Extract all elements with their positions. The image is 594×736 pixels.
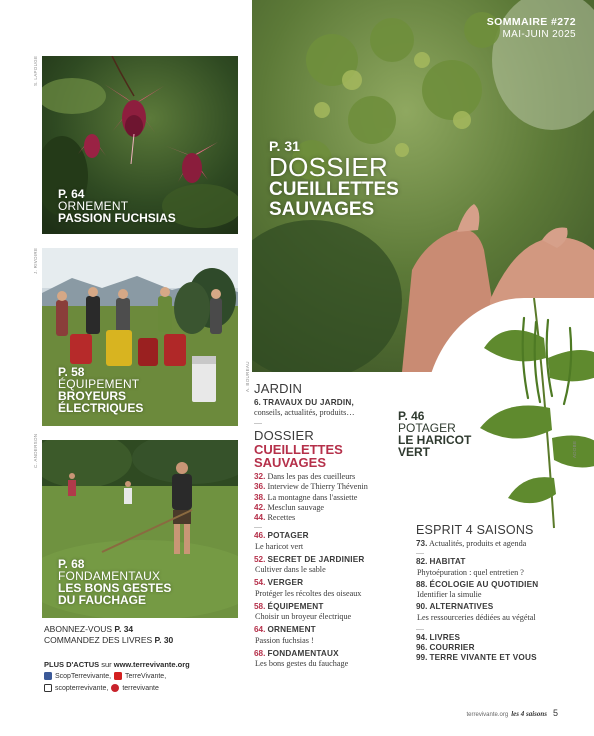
toc-entry-num: 46. [254, 531, 266, 541]
toc-entry[interactable] [254, 555, 368, 565]
toc-dossier-heading: DOSSIER [254, 428, 314, 443]
caption-rubric: ORNEMENT [58, 199, 129, 213]
order-books-line[interactable] [44, 635, 173, 646]
caption-title-line2: VERT [398, 445, 431, 459]
toc-entry-text: Recettes [267, 513, 296, 522]
caption-rubric: POTAGER [398, 421, 456, 435]
caption-fuchsias [58, 188, 176, 224]
footer-site: terrevivante.org [466, 712, 509, 718]
toc-entry-num: 82. [416, 557, 428, 567]
toc-entry-num: 36. [254, 482, 266, 492]
toc-entry-label: VERGER [267, 578, 304, 588]
photo-credit-fauchage: C. ANDERSON [33, 433, 38, 468]
toc-entry-label: SECRET DE JARDINIER [267, 554, 365, 564]
toc-entry[interactable] [254, 649, 368, 659]
toc-entry-num: 90. [416, 602, 428, 612]
pinterest-handle[interactable]: terrevivante [122, 684, 159, 692]
toc-entry-text: La montagne dans l'assiette [267, 492, 358, 502]
toc-entry-num: 6. [254, 398, 261, 407]
toc-entry-text: Dans les pas des cueilleurs [267, 472, 356, 481]
toc-jardin-heading: JARDIN [254, 381, 303, 396]
plus-actus [44, 660, 190, 669]
toc-dossier-title-2: SAUVAGES [254, 455, 326, 470]
subscribe-block [44, 624, 173, 645]
toc-entry-label: ÉCOLOGIE AU QUOTIDIEN [429, 579, 539, 589]
toc-esprit [416, 523, 538, 664]
toc-entry-label: POTAGER [267, 531, 309, 541]
toc-entry-desc: Passion fuchsias ! [255, 635, 314, 645]
order-books-label: COMMANDEZ DES LIVRES [44, 634, 153, 645]
facebook-icon[interactable] [44, 672, 52, 680]
toc-entry-num: 73. [416, 539, 428, 548]
caption-title-line1: CUEILLETTES [269, 179, 399, 200]
toc-entry[interactable] [254, 398, 355, 408]
caption-page: P. 46 [398, 409, 425, 423]
caption-page: P. 68 [58, 557, 85, 571]
subscribe-label: ABONNEZ-VOUS [44, 624, 113, 634]
subscribe-page: P. 34 [114, 624, 134, 634]
toc-entry-label: TERRE VIVANTE ET VOUS [429, 653, 537, 663]
caption-fauchage [58, 558, 171, 606]
caption-page: P. 31 [269, 138, 300, 154]
youtube-handle[interactable]: TerreVivante, [125, 672, 167, 680]
toc-entry-label: TRAVAUX DU JARDIN, [262, 398, 354, 407]
toc-jardin [254, 381, 355, 427]
caption-title: PASSION FUCHSIAS [58, 211, 176, 225]
toc-entry-label: LIVRES [429, 632, 461, 642]
toc-entry-num: 58. [254, 601, 266, 611]
toc-separator [254, 527, 262, 528]
page-footer [467, 708, 559, 718]
issue-number: SOMMAIRE #272 [486, 16, 576, 28]
toc-entry-num: 42. [254, 502, 266, 512]
caption-rubric: ÉQUIPEMENT [58, 377, 140, 391]
caption-broyeurs [58, 366, 143, 414]
toc-entry[interactable] [254, 625, 368, 635]
social-row-1 [44, 672, 166, 680]
toc-entry-text: Interview de Thierry Thévenin [267, 482, 368, 492]
toc-entry-desc: Phytoépuration : quel entretien ? [417, 567, 524, 577]
toc-entry-label: HABITAT [429, 557, 466, 567]
toc-esprit-last [416, 633, 538, 664]
caption-title-line2: DU FAUCHAGE [58, 593, 147, 607]
toc-entry-num: 32. [254, 472, 266, 481]
caption-dossier [269, 138, 399, 220]
toc-entry-num: 64. [254, 625, 266, 635]
caption-title-line2: SAUVAGES [269, 198, 375, 220]
toc-entry[interactable] [254, 472, 368, 482]
toc-entry[interactable] [254, 503, 368, 513]
photo-credit-haricot: ADOBE [572, 440, 577, 458]
toc-spacer [416, 623, 538, 625]
toc-dossier-title-1: CUEILLETTES [254, 442, 343, 457]
toc-entry-label: ALTERNATIVES [429, 602, 494, 612]
plus-actus-label: PLUS D'ACTUS [44, 660, 100, 669]
toc-entry-num: 52. [254, 554, 266, 564]
toc-entry-num: 44. [254, 513, 266, 522]
toc-separator [254, 423, 262, 424]
toc-entry-num: 38. [254, 492, 266, 502]
toc-esprit-heading: ESPRIT 4 SAISONS [416, 523, 534, 537]
caption-title-line1: BROYEURS [58, 389, 127, 403]
toc-entry-text: Actualités, produits et agenda [429, 539, 527, 548]
toc-entry-num: 88. [416, 579, 428, 589]
toc-entry[interactable] [416, 643, 538, 653]
instagram-icon[interactable] [44, 684, 52, 692]
toc-entry[interactable] [416, 580, 538, 590]
toc-entry-label: COURRIER [429, 643, 475, 652]
toc-entry-desc: Le haricot vert [255, 541, 304, 551]
toc-entry[interactable] [254, 531, 368, 541]
toc-entry-num: 54. [254, 578, 266, 588]
toc-entry[interactable] [254, 578, 368, 588]
toc-entry[interactable] [254, 602, 368, 612]
toc-entry-desc: Les bons gestes du fauchage [255, 659, 349, 668]
toc-entry-label: FONDAMENTAUX [267, 648, 339, 658]
subscribe-line[interactable] [44, 624, 173, 635]
toc-entry[interactable] [254, 513, 368, 523]
plus-actus-sur: sur [101, 660, 112, 669]
toc-dossier [254, 428, 368, 669]
caption-title-line1: LES BONS GESTES [58, 581, 172, 595]
toc-entry-label: ORNEMENT [267, 625, 316, 635]
toc-entry[interactable] [254, 482, 368, 492]
toc-entry-text: Mesclun sauvage [267, 502, 325, 512]
photo-credit-fuchsias: S. LAPOUGE [33, 55, 38, 86]
social-row-2 [44, 684, 159, 692]
caption-rubric: FONDAMENTAUX [58, 569, 161, 583]
toc-entry-desc: conseils, actualités, produits… [254, 408, 355, 418]
toc-entry-num: 96. [416, 643, 428, 652]
toc-entry[interactable] [416, 653, 538, 663]
caption-page: P. 64 [58, 187, 85, 201]
caption-title-line2: ÉLECTRIQUES [58, 401, 144, 415]
order-books-page: P. 30 [154, 634, 174, 645]
toc-esprit-list [416, 557, 538, 625]
toc-entry[interactable] [254, 493, 368, 503]
toc-entry[interactable] [416, 633, 538, 643]
footer-magazine: les 4 saisons [511, 710, 547, 718]
toc-separator [416, 553, 424, 554]
toc-entry-desc: Protéger les récoltes des oiseaux [255, 588, 362, 598]
toc-entry[interactable] [416, 602, 538, 612]
toc-entry-num: 68. [254, 648, 266, 658]
facebook-handle[interactable]: ScopTerrevivante, [55, 672, 112, 680]
youtube-icon[interactable] [114, 672, 122, 680]
caption-rubric: DOSSIER [269, 152, 389, 182]
toc-rubriques-list [254, 531, 368, 669]
page-number: 5 [552, 708, 558, 718]
toc-entry-label: ÉQUIPEMENT [267, 601, 324, 611]
toc-entry-desc: Identifier la simulie [417, 590, 482, 599]
toc-dossier-list [254, 472, 368, 523]
website-link[interactable]: www.terrevivante.org [113, 660, 190, 669]
toc-entry[interactable] [416, 539, 538, 549]
instagram-handle[interactable]: scopterrevivante, [55, 684, 109, 692]
toc-entry-num: 94. [416, 632, 428, 642]
toc-entry-num: 99. [416, 653, 428, 663]
caption-haricot [398, 410, 471, 458]
toc-entry-desc: Cultiver dans le sable [255, 565, 326, 574]
toc-entry[interactable] [416, 557, 538, 567]
toc-entry-desc: Choisir un broyeur électrique [255, 612, 352, 621]
photo-credit-broyeurs: J. RIVOIRE [33, 247, 38, 274]
issue-date: MAI-JUIN 2025 [502, 29, 576, 40]
pinterest-icon[interactable] [111, 684, 119, 692]
caption-title-line1: LE HARICOT [398, 433, 472, 447]
caption-page: P. 58 [58, 365, 85, 379]
photo-credit-dossier: A. BOUREAU [245, 361, 250, 392]
toc-separator [416, 629, 424, 630]
issue-header [487, 16, 576, 40]
toc-entry-desc: Les ressourceries dédiées au végétal [417, 612, 536, 622]
